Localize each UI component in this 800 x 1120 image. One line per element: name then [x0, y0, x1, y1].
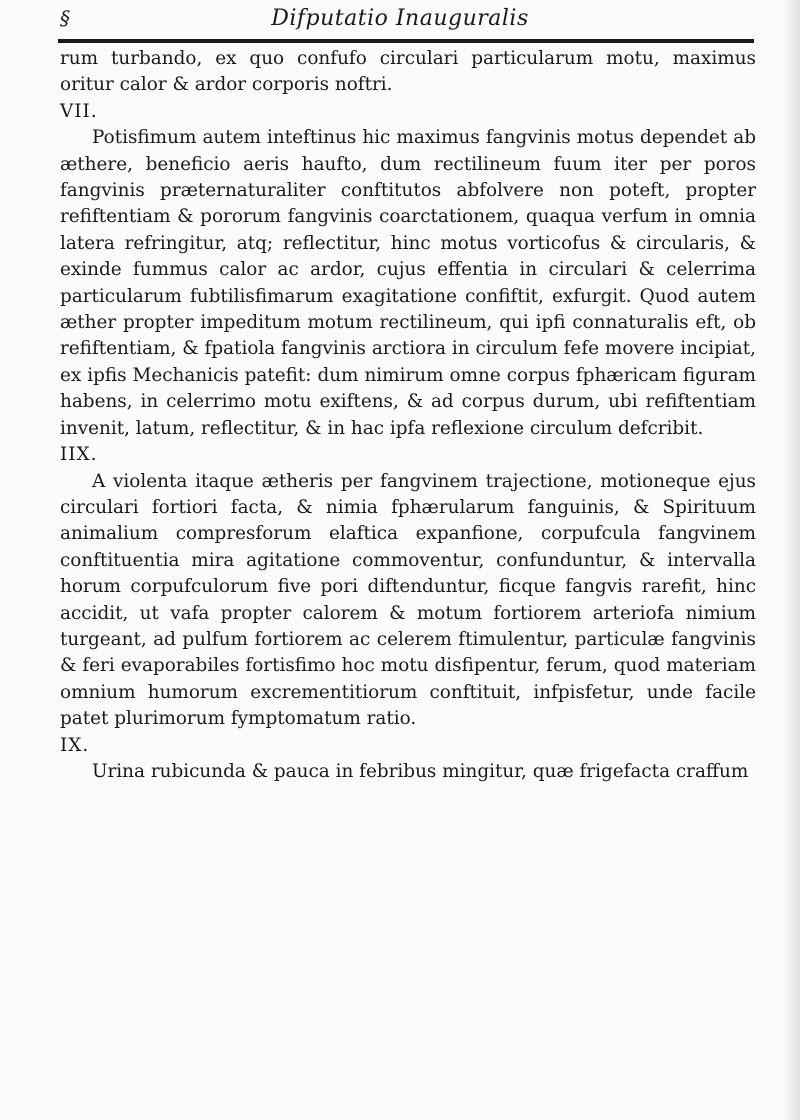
paragraph-vii: Potisfimum autem inteftinus hic maximus fangvinis motus dependet ab æthere, beneficio aeris haufto, dum rectilineum fuum iter per poros fangvinis præternaturaliter conftitutos abfolvere non poteft, propter refiftentiam & pororum fangvinis coarctationem, quaqua verfum in omnia latera refringitur, atq; reflectitur, hinc motus vorticofus & circularis, & exinde fummus calor ac ardor, cujus effentia in circulari & celerrima particularum fubtilisfimarum exagitatione confiftit, exfurgit. Quod autem æther propter impeditum motum rectilineum, qui ipfi connaturalis eft, ob refiftentiam, & fpatiola fangvinis arctiora in circulum fefe movere incipiat, ex ipfis Mechanicis patefit: dum nimirum omne corpus fphæricam figuram habens, in celerrimo motu exiftens, & ad corpus durum, ubi refiftentiam invenit, latum, reflectitur, & in hac ipfa reflexione circulum defcribit. — [60, 127, 756, 439]
running-title: Difputatio Inauguralis — [271, 6, 529, 31]
header-rule — [58, 39, 754, 43]
section-number-iix: IIX. — [60, 444, 98, 466]
page-mark: § — [60, 6, 70, 30]
body-text — [60, 46, 756, 785]
running-head — [60, 4, 740, 34]
paragraph-ix: Urina rubicunda & pauca in febribus mingitur, quæ frigefacta craffum — [92, 760, 749, 782]
section-number-vii: VII. — [60, 100, 98, 122]
paragraph-iix: A violenta itaque ætheris per fangvinem trajectione, motioneque ejus circulari fortiori facta, & nimia fphærularum fanguinis, & Spirituum animalium compresforum elaftica expanfione, corpufcula fangvinem conftituentia mira agitatione commoventur, confunduntur, & intervalla horum corpufculorum five pori diftenduntur, ficque fangvis rarefit, hinc accidit, ut vafa propter calorem & motum fortiorem arteriofa nimium turgeant, ad pulfum fortiorem ac celerem ftimulentur, particulæ fangvinis & feri evaporabiles fortisfimo hoc motu disfipentur, ferum, quod materiam omnium humorum excrementitiorum conftituit, infpisfetur, unde facile patet plurimorum fymptomatum ratio. — [60, 470, 756, 730]
section-number-ix: IX. — [60, 734, 90, 756]
page-edge-shadow — [782, 0, 800, 1120]
paragraph-continuation: rum turbando, ex quo confufo circulari particularum motu, maximus oritur calor & ardor corporis noftri. — [60, 48, 756, 96]
